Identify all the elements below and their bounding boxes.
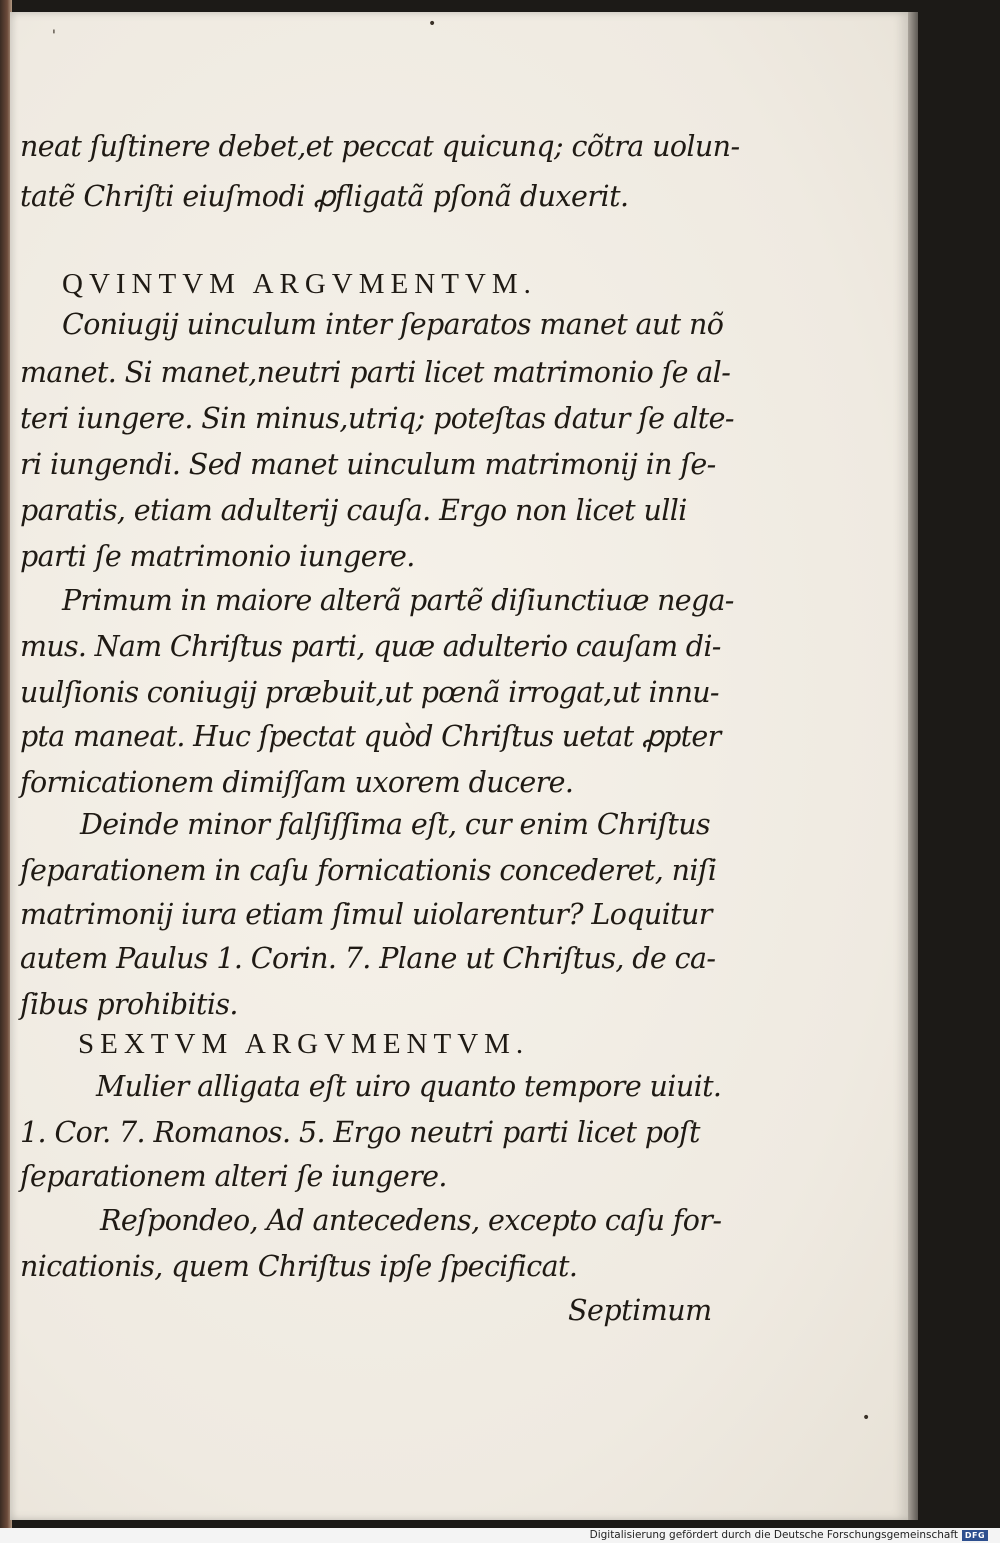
text-line-13: fornicationem dimiſſam uxorem ducere. [20,766,574,799]
ink-speck: • [862,1410,871,1426]
text-line-8: parti ſe matrimonio iungere. [20,540,415,573]
text-line-14: Deinde minor falſiſſima eſt, cur enim Chriſtus [80,808,710,841]
text-line-5: teri iungere. Sin minus,utriq; poteſtas datur ſe alte- [20,402,734,435]
text-line-18: ſibus prohibitis. [20,988,238,1021]
text-line-20: 1. Cor. 7. Romanos. 5. Ergo neutri parti licet poſt [20,1116,700,1149]
ink-speck: ' [52,28,56,44]
text-line-15: ſeparationem in caſu fornicationis concederet, niſi [20,854,717,887]
text-line-16: matrimonij iura etiam ſimul uiolarentur? Loquitur [20,898,712,931]
dfg-logo: DFG [962,1530,988,1541]
text-line-19: Mulier alligata eſt uiro quanto tempore uiuit. [96,1070,722,1103]
text-line-12: pta maneat. Huc ſpectat quòd Chriſtus uetat ꝓpter [20,720,721,753]
text-line-17: autem Paulus 1. Corin. 7. Plane ut Chriſtus, de ca- [20,942,716,975]
heading-sextum-argumentum: SEXTVM ARGVMENTVM. [78,1028,530,1060]
text-line-1: neat ſuſtinere debet,et peccat quicunq; cõtra uolun- [20,130,740,163]
heading-quintum-argumentum: QVINTVM ARGVMENTVM. [62,268,537,300]
text-line-4: manet. Si manet,neutri parti licet matrimonio ſe al- [20,356,731,389]
book-right-edge [908,12,918,1520]
text-line-6: ri iungendi. Sed manet uinculum matrimonij in ſe- [20,448,716,481]
text-line-21: ſeparationem alteri ſe iungere. [20,1160,447,1193]
text-line-7: paratis, etiam adulterij cauſa. Ergo non licet ulli [20,494,687,527]
footer-credit: Digitalisierung gefördert durch die Deutsche Forschungsgemeinschaft [589,1529,958,1541]
text-line-10: mus. Nam Chriſtus parti, quæ adulterio cauſam di- [20,630,721,663]
catchword: Septimum [568,1294,712,1327]
text-line-22: Reſpondeo, Ad antecedens, excepto caſu for- [100,1204,722,1237]
text-line-9: Primum in maiore alterã partẽ diſiunctiuæ nega- [62,584,734,617]
text-line-2: tatẽ Chriſti eiuſmodi ꝓfligatã pſonã duxerit. [20,180,629,213]
text-line-23: nicationis, quem Chriſtus ipſe ſpecificat. [20,1250,578,1283]
ink-speck: • [428,16,437,32]
text-line-3: Coniugij uinculum inter ſeparatos manet aut nõ [62,308,724,341]
text-line-11: uulſionis coniugij præbuit,ut pœnã irrogat,ut innu- [20,676,719,709]
